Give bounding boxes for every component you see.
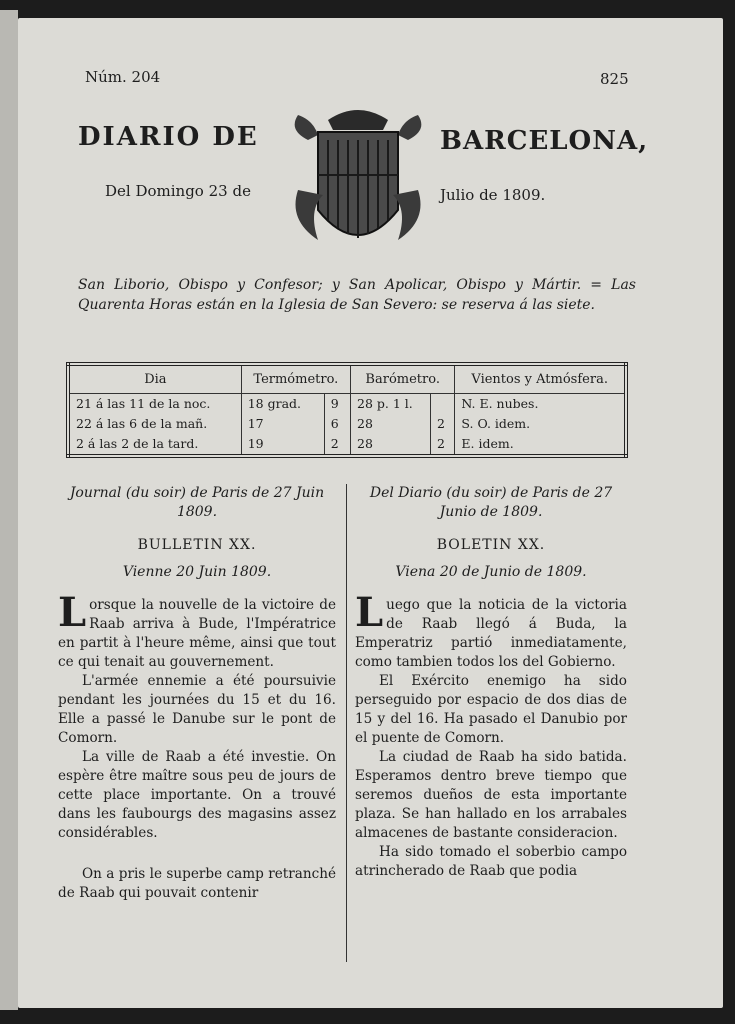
- masthead-title-left: DIARIO DE: [78, 122, 259, 152]
- weather-header-day: Dia: [68, 364, 241, 394]
- weather-header-winds: Vientos y Atmósfera.: [455, 364, 626, 394]
- paragraph-es-3: La ciudad de Raab ha sido batida. Esperamos dentro breve tiempo que seremos dueños de esta importante plaza. Se han hallado en los arrabales almacenes de bastante consideracion.: [355, 749, 627, 841]
- journal-source-es: Del Diario (du soir) de Paris de 27 Junio de 1809.: [369, 485, 613, 520]
- french-column: [58, 484, 336, 903]
- table-row: 21 á las 11 de la noc. 18 grad. 9 28 p. 1 l. N. E. nubes.: [68, 394, 626, 415]
- paragraph-es-4: Ha sido tomado el soberbio campo atrincherado de Raab que podia: [355, 844, 627, 879]
- saints-of-the-day: San Liborio, Obispo y Confesor; y San Apolicar, Obispo y Mártir. = Las Quarenta Horas están en la Iglesia de San Severo: se reserva á las siete.: [78, 277, 636, 313]
- page-number: 825: [600, 70, 629, 88]
- paragraph-fr-1: Lorsque la nouvelle de la victoire de Raab arriva à Bude, l'Impératrice en partit à l'heure même, ainsi que tout ce qui tenait au gouvernement.: [58, 589, 336, 670]
- paragraph-fr-4: On a pris le superbe camp retranché de Raab qui pouvait contenir: [58, 866, 336, 901]
- dateline-es: Viena 20 de Junio de 1809.: [395, 564, 587, 580]
- bulletin-heading-fr: BULLETIN XX.: [137, 537, 257, 553]
- column-divider: [346, 484, 347, 962]
- table-row: 22 á las 6 de la mañ. 17 6 28 2 S. O. idem.: [68, 414, 626, 434]
- date-line-right: Julio de 1809.: [440, 186, 546, 204]
- spanish-column: [355, 484, 627, 881]
- weather-header-barometer: Barómetro.: [351, 364, 455, 394]
- weather-header-thermometer: Termómetro.: [241, 364, 350, 394]
- paragraph-fr-2: L'armée ennemie a été poursuivie pendant les journées du 15 et du 16. Elle a passé le Danube sur le pont de Comorn.: [58, 673, 336, 746]
- dateline-fr: Vienne 20 Juin 1809.: [122, 564, 272, 580]
- bulletin-heading-es: BOLETIN XX.: [436, 537, 546, 553]
- date-line-left: Del Domingo 23 de: [105, 182, 251, 200]
- masthead-title-right: BARCELONA,: [440, 126, 649, 156]
- drop-cap-fr: L: [58, 589, 87, 636]
- drop-cap-es: L: [355, 589, 384, 636]
- paragraph-es-2: El Exército enemigo ha sido perseguido por espacio de dos dias de 15 y del 16. Ha pasado el Danubio por el puente de Comorn.: [355, 673, 627, 746]
- book-gutter: [0, 10, 18, 1010]
- weather-table: [66, 362, 628, 458]
- paragraph-fr-3: La ville de Raab a été investie. On espère être maître sous peu de jours de cette place importante. On a trouvé dans les faubourgs des magasins assez considérables.: [58, 749, 336, 841]
- paragraph-es-1: Luego que la noticia de la victoria de Raab llegó á Buda, la Emperatriz partió inmediatamente, como tambien todos los del Gobierno.: [355, 589, 627, 670]
- issue-number: Núm. 204: [85, 68, 161, 86]
- coat-of-arms-icon: [288, 100, 428, 260]
- journal-source-fr: Journal (du soir) de Paris de 27 Juin 1809.: [69, 485, 325, 520]
- table-row: 2 á las 2 de la tard. 19 2 28 2 E. idem.: [68, 434, 626, 456]
